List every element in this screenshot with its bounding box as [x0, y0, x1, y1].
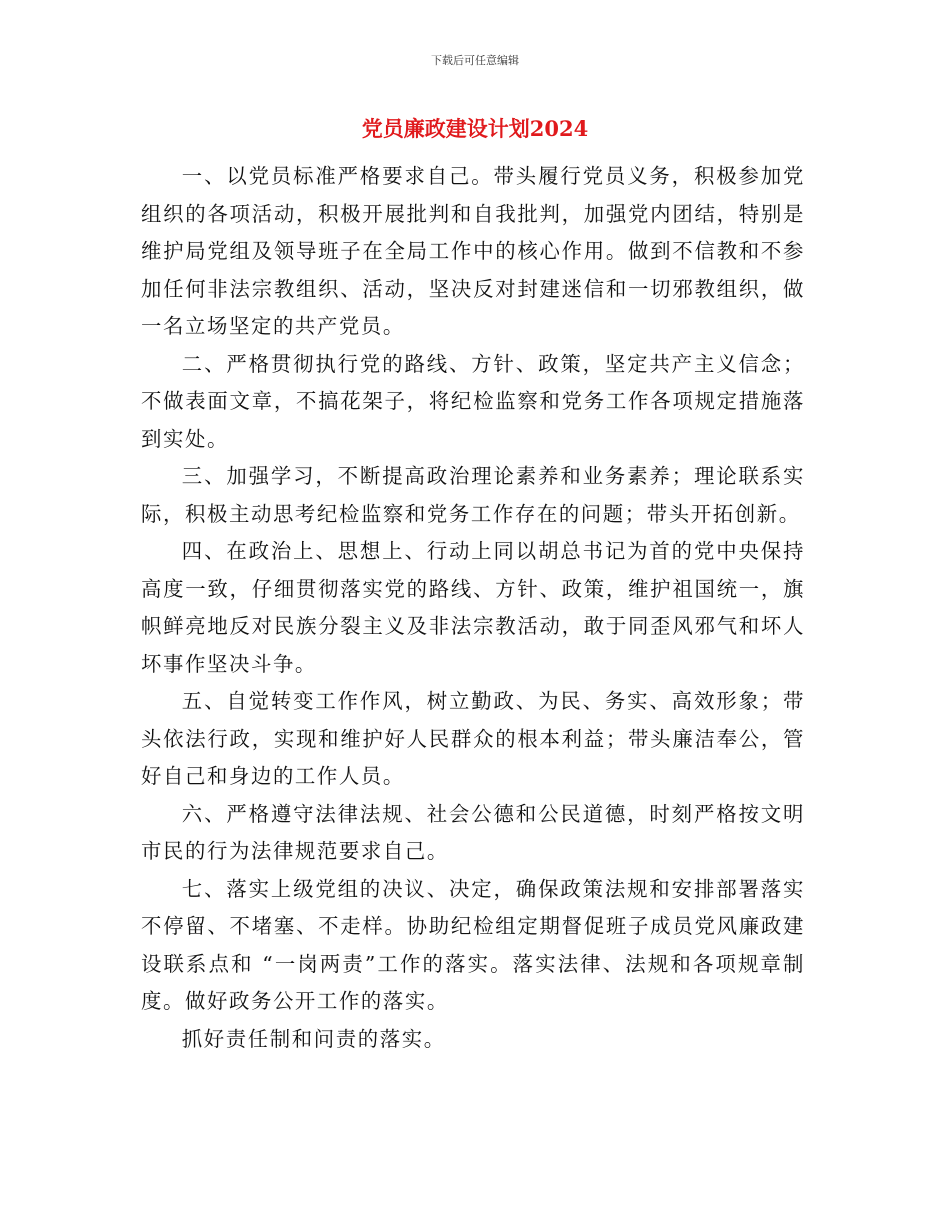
document-body [141, 158, 805, 1058]
page-title: 党员廉政建设计划2024 [361, 116, 589, 141]
paragraph-5: 五、自觉转变工作作风，树立勤政、为民、务实、高效形象；带头依法行政，实现和维护好人民群众的根本利益；带头廉洁奉公，管好自己和身边的工作人员。 [141, 689, 805, 788]
paragraph-7: 七、落实上级党组的决议、决定，确保政策法规和安排部署落实不停留、不堵塞、不走样。协助纪检组定期督促班子成员党风廉政建设联系点和 “一岗两责”工作的落实。落实法律、法规和各项规章制度。做好政务公开工作的落实。 [141, 876, 805, 1013]
paragraph-1: 一、以党员标准严格要求自己。带头履行党员义务，积极参加党组织的各项活动，积极开展批判和自我批判，加强党内团结，特别是维护局党组及领导班子在全局工作中的核心作用。做到不信教和不参加任何非法宗教组织、活动，坚决反对封建迷信和一切邪教组织，做一名立场坚定的共产党员。 [141, 164, 805, 338]
paragraph-8: 抓好责任制和问责的落实。 [181, 1026, 446, 1051]
paragraph-3: 三、加强学习，不断提高政治理论素养和业务素养；理论联系实际，积极主动思考纪检监察和党务工作存在的问题；带头开拓创新。 [141, 464, 805, 526]
paragraph-2: 二、严格贯彻执行党的路线、方针、政策，坚定共产主义信念；不做表面文章，不搞花架子，将纪检监察和党务工作各项规定措施落到实处。 [141, 351, 805, 451]
paragraph-4: 四、在政治上、思想上、行动上同以胡总书记为首的党中央保持高度一致，仔细贯彻落实党的路线、方针、政策，维护祖国统一，旗帜鲜亮地反对民族分裂主义及非法宗教活动，敢于同歪风邪气和坏人坏事作坚决斗争。 [141, 539, 805, 676]
header-note: 下载后可任意编辑 [431, 54, 519, 67]
paragraph-6: 六、严格遵守法律法规、社会公德和公民道德，时刻严格按文明市民的行为法律规范要求自己。 [141, 801, 805, 863]
